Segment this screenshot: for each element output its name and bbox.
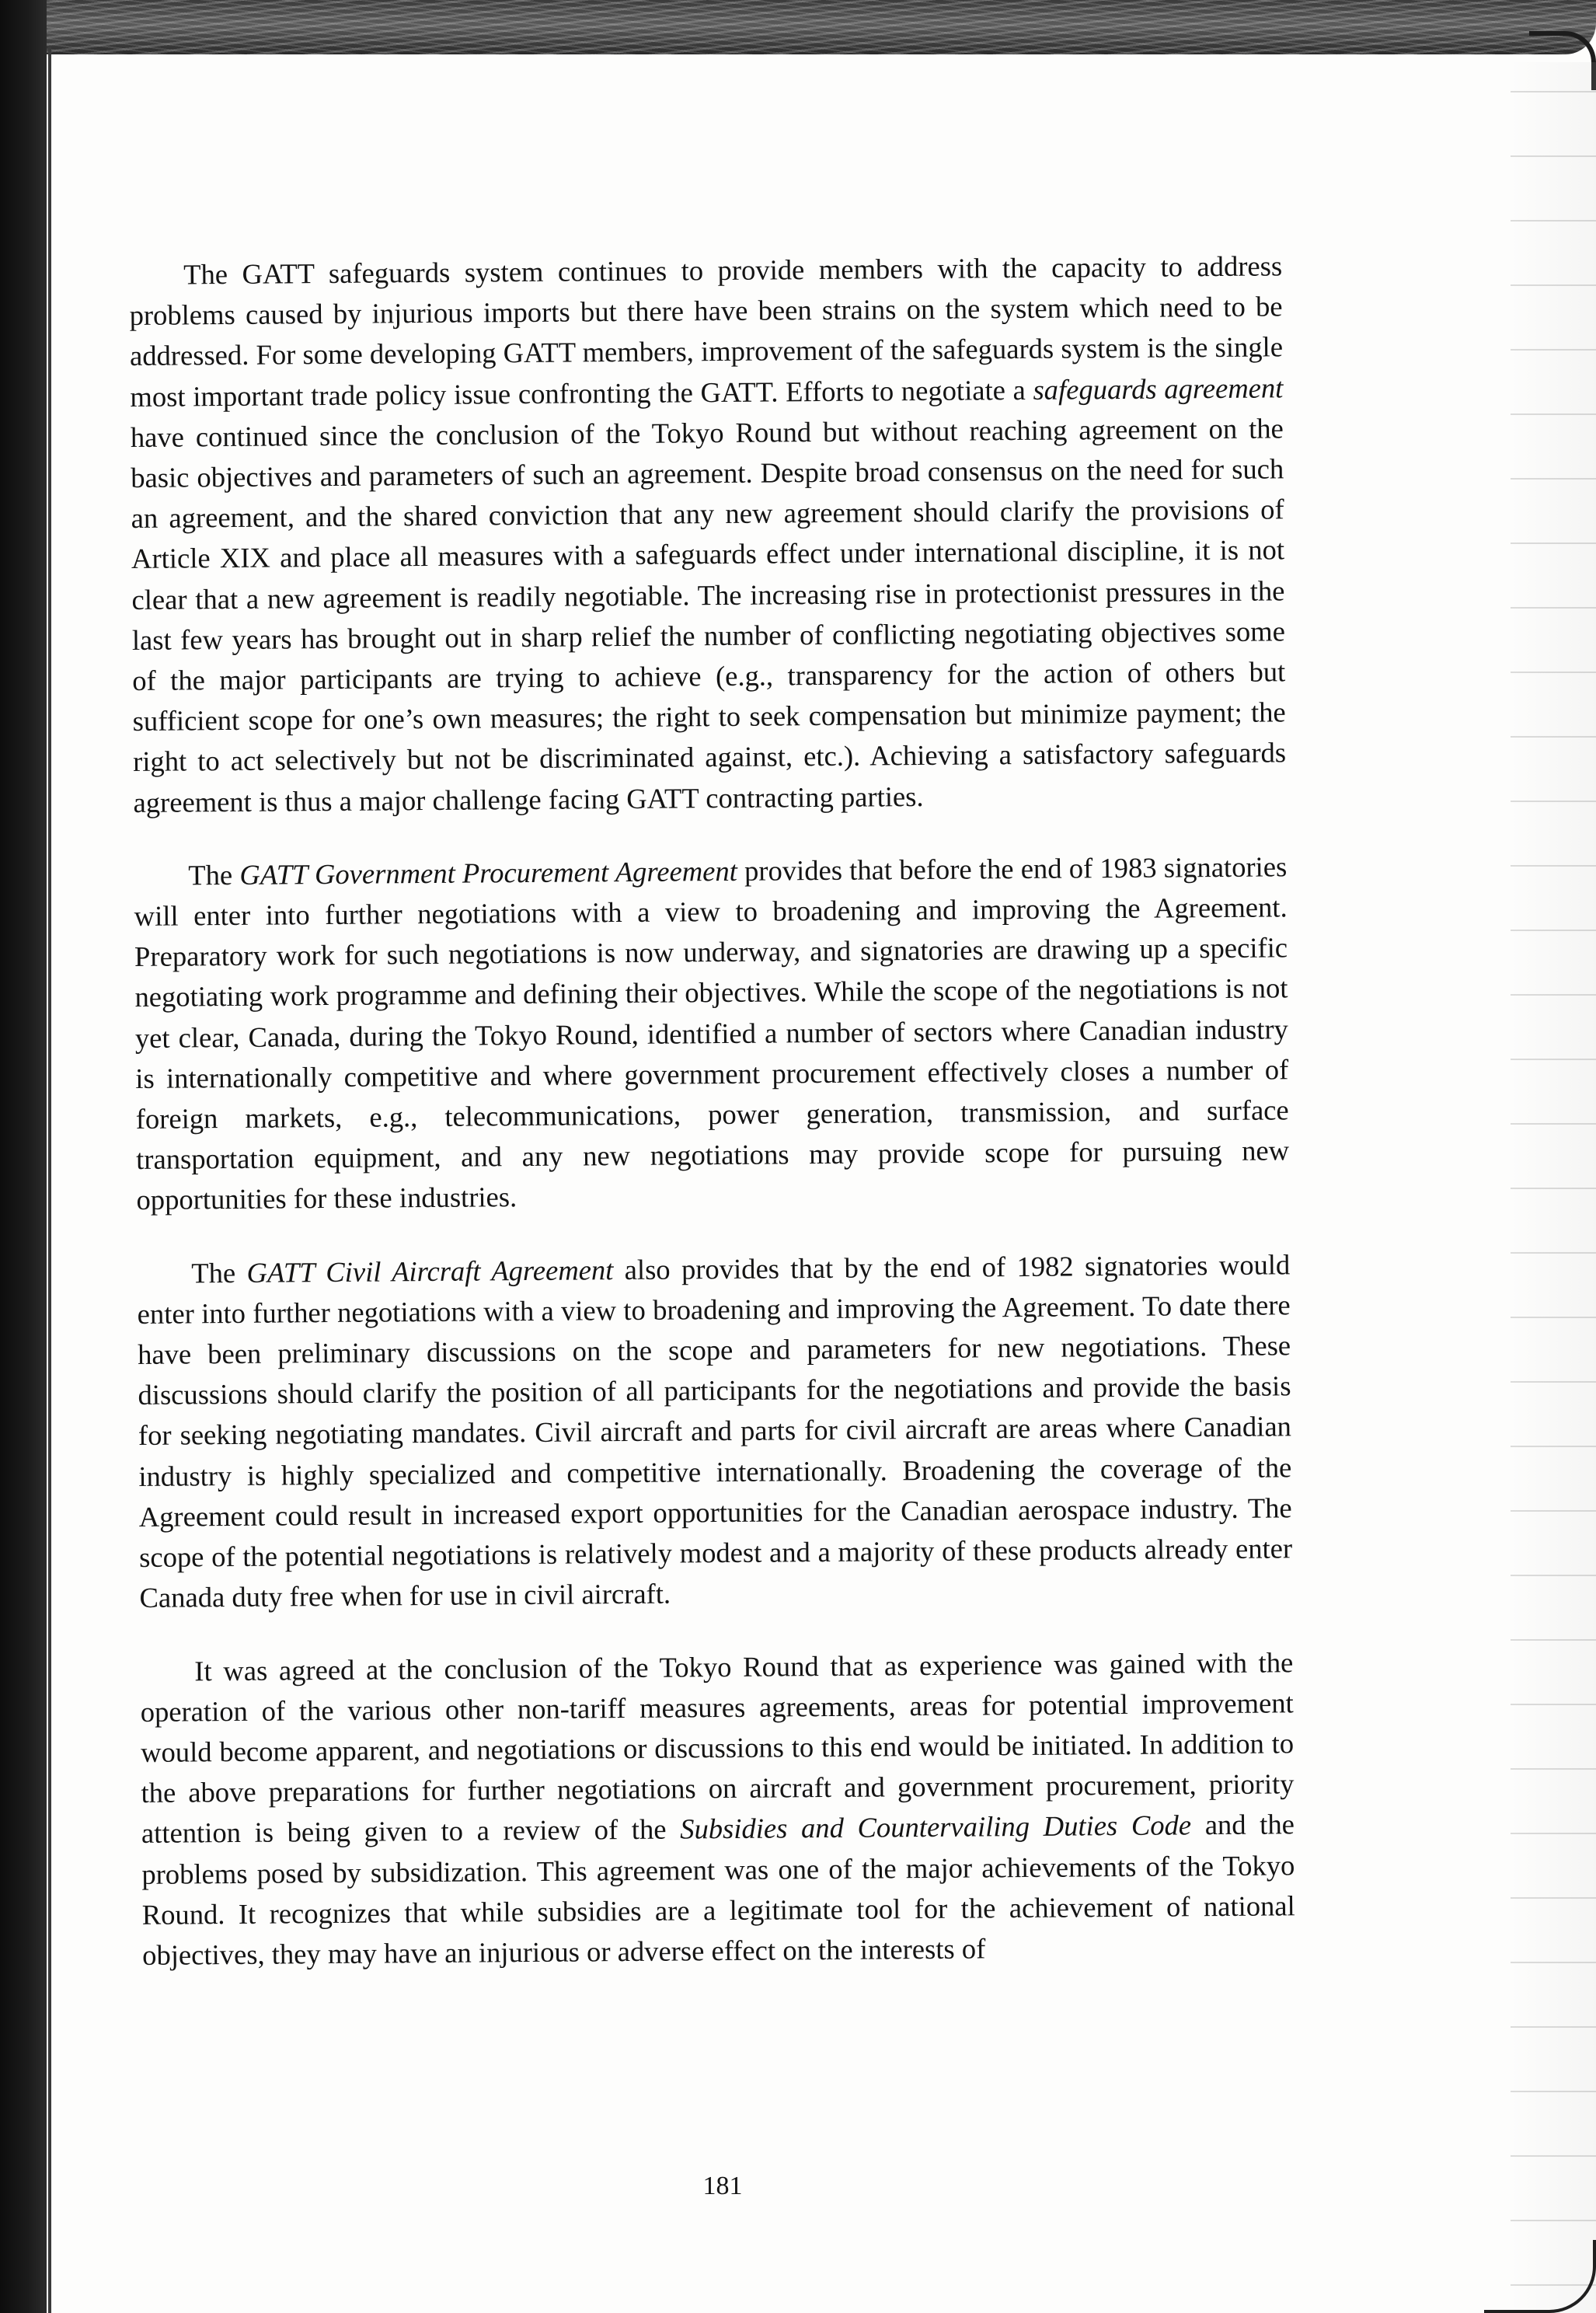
page-top-binding-edge [0, 0, 1596, 54]
italic-term: Subsidies and Countervailing Duties Code [680, 1809, 1192, 1845]
text-run: and the problems posed by subsidization. This agreement was one of the major achievements of the Tokyo Round. It recognizes that while subsidies are a legitimate tool for the achievement of national objectives, they may have an injurious or adverse effect on the interests of [141, 1808, 1295, 1971]
text-run: The [188, 858, 240, 891]
italic-term: safeguards agreement [1033, 371, 1284, 406]
italic-term: GATT Government Procurement Agreement [239, 854, 737, 891]
paragraph-government-procurement [134, 846, 1290, 1220]
italic-term: GATT Civil Aircraft Agreement [246, 1253, 614, 1289]
paragraph-civil-aircraft [137, 1244, 1293, 1618]
page-bottom-curl [1484, 2240, 1596, 2313]
page-left-shadow [48, 47, 51, 2313]
text-run: provides that before the end of 1983 signatories will enter into further negotiations with a view to broadening and improving the Agreement. Preparatory work for such negotiations is now underway, and signatories are drawing up a specific negotiating work programme and defining their objectives. While the scope of the negotiations is not yet clear, Canada, during the Tokyo Round, identified a number of sectors where Canadian industry is internationally competitive and where government procurement effectively closes a number of foreign markets, e.g., telecommunications, power generation, transmission, and surface transportation equipment, and any new negotiations may provide scope for pursuing new opportunities for these industries. [134, 850, 1290, 1216]
text-run: The GATT safeguards system continues to provide members with the capacity to address problems caused by injurious imports but there have been strains on the system which need to be addressed. For some developing GATT members, improvement of the safeguards system is the single most important trade policy issue confronting the GATT. Efforts to negotiate a [129, 249, 1284, 413]
text-run: have continued since the conclusion of the Tokyo Round but without reaching agreement on the basic objectives and parameters of such an agreement. Despite broad consensus on the need for such an agreement, and the shared conviction that any new agreement should clarify the provisions of Article XIX and place all measures with a safeguards effect under international discipline, it is not clear that a new agreement is readily negotiable. The increasing rise in protectionist pressures in the last few years has brought out in sharp relief the number of conflicting negotiating objectives some of the major participants are trying to achieve (e.g., transparency for the action of others but sufficient scope for one’s own measures; the right to seek compensation but minimize payment; the right to act selectively but not be discriminated against, etc.). Achieving a satisfactory safeguards agreement is thus a major challenge facing GATT contracting parties. [130, 412, 1287, 818]
text-run: It was agreed at the conclusion of the Tokyo Round that as experience was gained with the operation of the various other non-tariff measures agreements, areas for potential improvement would become apparent, and negotiations or discussions to this end would be initiated. In addition to the above preparations for further negotiations on aircraft and government procurement, priority attention is being given to a review of the [140, 1645, 1295, 1850]
paragraph-subsidies [140, 1642, 1295, 1976]
page-right-margin-bleed [1511, 62, 1596, 2313]
page-number: 181 [702, 2172, 743, 2200]
body-text [129, 246, 1296, 2008]
paragraph-safeguards [129, 246, 1287, 822]
text-run: The [191, 1256, 247, 1289]
page-left-binding-edge [0, 0, 47, 2313]
text-run: also provides that by the end of 1982 signatories would enter into further negotiations with a view to broadening and improving the Agreement. To date there have been preliminary discussions on the scope and parameters for new negotiations. These discussions should clarify the position of all participants for the negotiations and provide the basis for seeking negotiating mandates. Civil aircraft and parts for civil aircraft are areas where Canadian industry is highly specialized and competitive internationally. Broadening the coverage of the Agreement could result in increased export opportunities for the Canadian aerospace industry. The scope of the potential negotiations is relatively modest and a majority of these products already enter Canada duty free when for use in civil aircraft. [137, 1247, 1293, 1614]
